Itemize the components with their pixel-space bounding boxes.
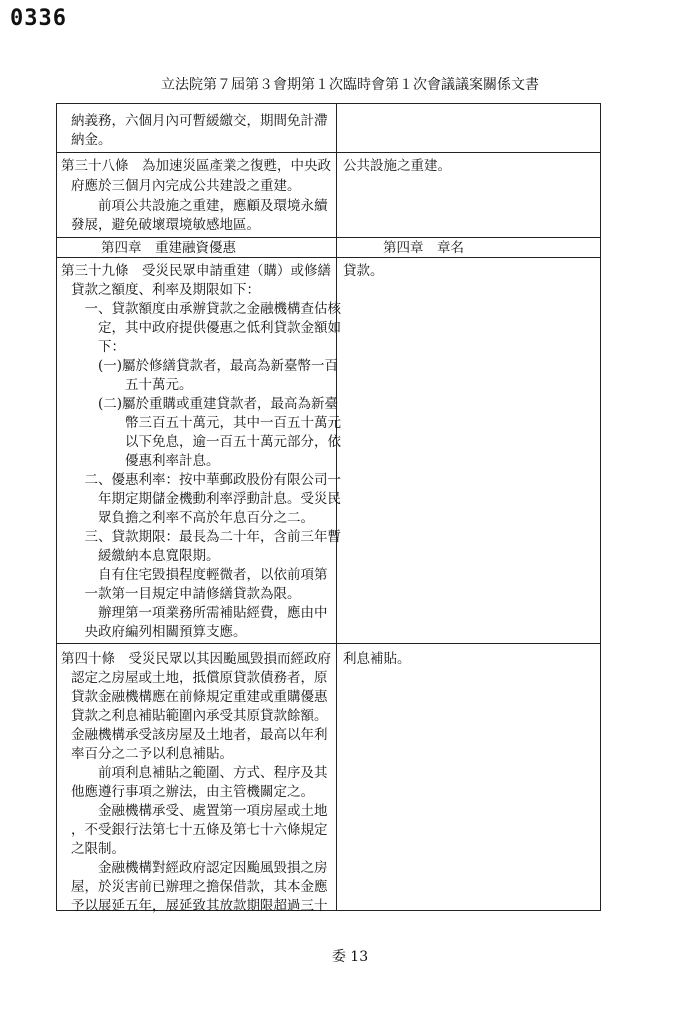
text-line: 自有住宅毀損程度輕微者，以依前項第 — [71, 567, 328, 583]
text-line: 第三十九條 受災民眾申請重建（購）或修繕 — [61, 263, 331, 279]
text-line: 貸款之利息補貼範圍內承受其原貸款餘額。 — [71, 708, 328, 724]
chapter-heading: 第四章 重建融資優惠 — [101, 240, 236, 256]
text-line: 第四十條 受災民眾以其因颱風毀損而經政府 — [61, 651, 331, 667]
text-line: 三、貸款期限：最長為二十年，含前三年暫 — [71, 529, 341, 545]
text-line: 一款第一目規定申請修繕貸款為限。 — [71, 586, 301, 602]
right-cell — [338, 644, 600, 912]
comparison-table — [56, 103, 601, 914]
text-line: (一)屬於修繕貸款者，最高為新臺幣一百 — [71, 358, 339, 374]
text-line: 年期定期儲金機動利率浮動計息。受災民 — [71, 491, 341, 507]
document-header: 立法院第７屆第３會期第１次臨時會第１次會議議案關係文書 — [161, 77, 539, 93]
text-line: 辦理第一項業務所需補貼經費，應由中 — [71, 605, 328, 621]
text-line: 公共設施之重建。 — [343, 158, 451, 174]
text-line: 幣三百五十萬元，其中一百五十萬元 — [71, 415, 341, 431]
text-line: 納金。 — [71, 132, 112, 148]
text-line: 一、貸款額度由承辦貸款之金融機構查估核 — [71, 301, 341, 317]
left-cell — [57, 153, 336, 237]
text-line: 金融機構承受、處置第一項房屋或土地 — [71, 803, 328, 819]
text-line: 前項公共設施之重建，應顧及環境永續 — [71, 198, 328, 214]
table-row — [57, 644, 600, 912]
text-line: 緩繳納本息寬限期。 — [71, 548, 220, 564]
text-line: 認定之房屋或土地，抵償原貸款債務者，原 — [71, 670, 328, 686]
text-line: 貸款之額度、利率及期限如下： — [71, 282, 260, 298]
text-line: 金融機構承受該房屋及土地者，最高以年利 — [71, 727, 328, 743]
text-line: (二)屬於重購或重建貸款者，最高為新臺 — [71, 396, 339, 412]
text-line: 予以展延五年，展延致其放款期限超過三十 — [71, 898, 328, 914]
text-line: 定，其中政府提供優惠之低利貸款金額如 — [71, 320, 341, 336]
text-line: ，不受銀行法第七十五條及第七十六條規定 — [71, 822, 328, 838]
text-line: 二、優惠利率：按中華郵政股份有限公司一 — [71, 472, 341, 488]
text-line: 央政府編列相關預算支應。 — [71, 624, 247, 640]
text-line: 他應遵行事項之辦法，由主管機關定之。 — [71, 784, 314, 800]
text-line: 府應於三個月內完成公共建設之重建。 — [71, 178, 301, 194]
text-line: 利息補貼。 — [343, 651, 411, 667]
text-line: 之限制。 — [71, 841, 125, 857]
left-cell — [57, 258, 341, 643]
text-line: 優惠利率計息。 — [71, 453, 220, 469]
text-line: 屋，於災害前已辦理之擔保借款，其本金應 — [71, 879, 328, 895]
table-row — [57, 258, 600, 643]
text-line: 下： — [71, 339, 125, 355]
table-row — [57, 104, 600, 152]
text-line: 金融機構對經政府認定因颱風毀損之房 — [71, 860, 328, 876]
left-cell — [57, 644, 336, 912]
text-line: 發展，避免破壞環境敏感地區。 — [71, 217, 260, 233]
table-row — [57, 153, 600, 237]
right-cell — [338, 258, 600, 643]
text-line: 貸款。 — [343, 263, 384, 279]
left-cell — [57, 104, 336, 152]
text-line: 以下免息，逾一百五十萬元部分，依 — [71, 434, 341, 450]
page-number: 0336 — [10, 6, 67, 31]
right-cell — [338, 104, 600, 152]
text-line: 眾負擔之利率不高於年息百分之二。 — [71, 510, 314, 526]
text-line: 納義務，六個月內可暫緩繳交，期間免計滯 — [71, 113, 328, 129]
text-line: 貸款金融機構應在前條規定重建或重購優惠 — [71, 689, 328, 705]
right-cell — [338, 153, 600, 237]
text-line: 第三十八條 為加速災區產業之復甦，中央政 — [61, 158, 331, 174]
text-line: 率百分之二予以利息補貼。 — [71, 746, 233, 762]
page-footer: 委 13 — [331, 949, 369, 965]
chapter-row — [57, 238, 600, 257]
text-line: 五十萬元。 — [71, 377, 193, 393]
chapter-heading: 第四章 章名 — [383, 240, 464, 256]
text-line: 前項利息補貼之範圍、方式、程序及其 — [71, 765, 328, 781]
